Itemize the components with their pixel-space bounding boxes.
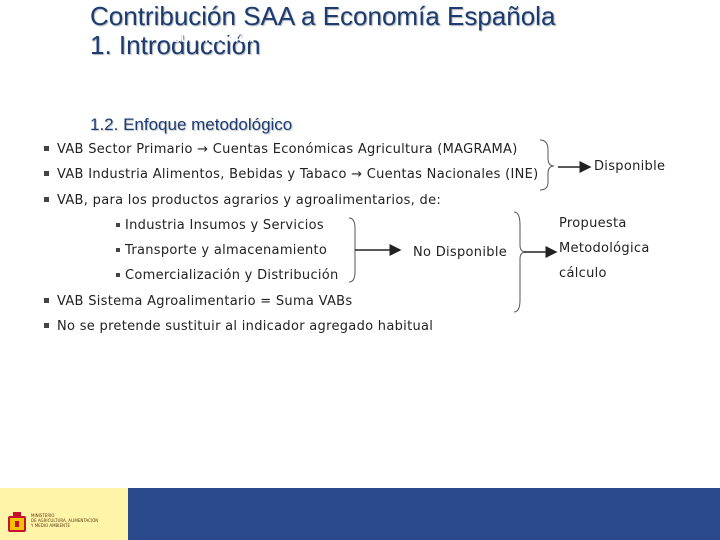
coat-of-arms-icon <box>6 510 28 534</box>
bullet-text: VAB Sistema Agroalimentario = Suma VABs <box>57 294 353 309</box>
page-number: 4 <box>686 30 694 45</box>
footer-bar <box>0 488 720 540</box>
bullet-text: VAB Industria Alimentos, Bebidas y Tabaco → Cuentas Nacionales (INE) <box>57 167 539 182</box>
footer-organization: Subdirección General de Análisis, Prospectiva y Coordinación <box>172 30 558 45</box>
disponible-label: Disponible <box>594 159 666 174</box>
slide-subtitle: 1.2. Enfoque metodológico <box>90 115 293 134</box>
brace-right-icon <box>514 212 526 312</box>
no-disponible-label: No Disponible <box>413 245 508 260</box>
bracket-icon <box>349 218 355 282</box>
subbullet-text: Transporte y almacenamiento <box>125 243 328 258</box>
bullet-text: VAB, para los productos agrarios y agroalimentarios, de: <box>57 193 442 208</box>
metodologica-label: Metodológica <box>559 241 650 256</box>
title-section: 1. Introducción <box>90 30 261 60</box>
subbullet-text: Industria Insumos y Servicios <box>125 218 325 233</box>
calculo-label: cálculo <box>559 266 607 281</box>
title-line: Contribución SAA a Economía Española <box>90 1 556 31</box>
bullet-text: No se pretende sustituir al indicador agregado habitual <box>57 319 434 334</box>
brace-right-icon <box>540 140 554 190</box>
footer-main-bar <box>128 488 720 540</box>
logo-text-line: DE AGRICULTURA, ALIMENTACIÓN <box>31 518 99 523</box>
propuesta-label: Propuesta <box>559 216 627 231</box>
subbullet-text: Comercialización y Distribución <box>125 268 339 283</box>
logo-text-line: MINISTERIO <box>31 513 55 518</box>
ministry-logo-text <box>31 513 98 528</box>
footer-logo-area <box>0 488 128 540</box>
logo-text-line: Y MEDIO AMBIENTE <box>31 523 70 528</box>
bullet-text: VAB Sector Primario → Cuentas Económicas Agricultura (MAGRAMA) <box>57 142 518 157</box>
